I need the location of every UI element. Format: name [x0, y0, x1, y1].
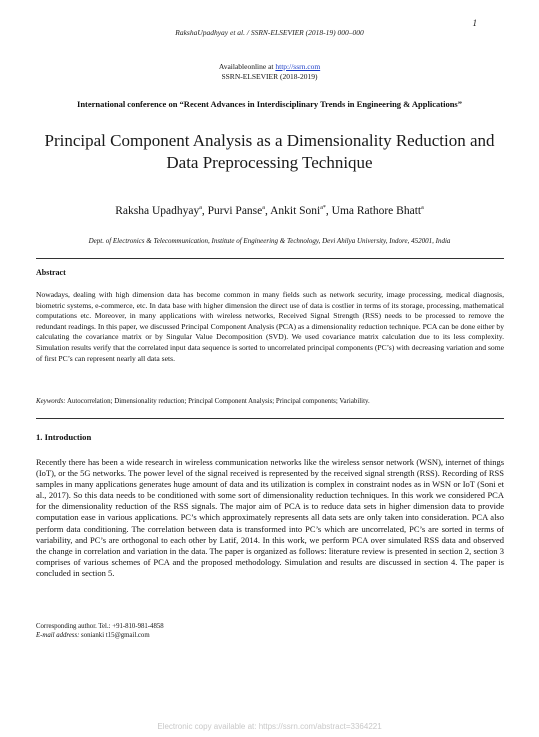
- affiliation: Dept. of Electronics & Telecommunication, Institute of Engineering & Technology, Devi Ahilya University, Indore, 452001, India: [88, 237, 451, 245]
- keywords: [36, 398, 504, 405]
- author-affil-mark: a: [199, 205, 202, 212]
- abstract-heading: Abstract: [36, 268, 66, 277]
- introduction-text: Recently there has been a wide research in wireless communication networks like the wireless sensor network (WSN), internet of things (IoT), or the 5G networks. The power level of the signal received is represented by the received signal strength (RSS). Recording of RSS samples in many applications generates huge amount of data and its utilization is complex in constraint nodes as in WSN or IoT (Soni et al., 2017). So this data needs to be conditioned with some sort of dimensionality reduction techniques. In this work we considered PCA for the dimensionality reduction of the RSS signals. The major aim of PCA is to reduce data sets in higher dimension data to provide computation ease in various applications. PC’s which approximately represents all data sets are only taken into consideration. PCA also perform data conditioning. The correlation between data is transformed into PC’s which are uncorrelated, PC’s are sorted in terms of variability, and PC’s are orthogonal to each other by Latif, 2014. In this work, we perform PCA over simulated RSS data and observed the change in correlation and variation in the data. The paper is organized as follows: literature review is presented in section 2, section 3 comprises of various schemes of PCA and the proposed methodology. Simulation and results are discussed in section 4. The paper is concluded in section 5.: [36, 457, 504, 578]
- author-name: Purvi Panse: [207, 205, 263, 217]
- availability-block: [0, 62, 539, 82]
- divider-bottom: [36, 418, 504, 419]
- running-head: RakshaUpadhyay et al. / SSRN-ELSEVIER (2018-19) 000–000: [175, 28, 364, 37]
- author-affil-mark: a: [262, 205, 265, 212]
- keywords-text: Autocorrelation; Dimensionality reduction; Principal Component Analysis; Principal components; Variability.: [65, 398, 370, 405]
- email-value: sonianki t15@gmail.com: [79, 632, 150, 639]
- author-name: Ankit Soni: [270, 205, 321, 217]
- section-heading-introduction: 1. Introduction: [36, 432, 92, 442]
- keywords-label: Keywords:: [36, 398, 66, 405]
- corresponding-author: Corresponding author. Tel.: +91-810-981-4858: [36, 623, 164, 630]
- author-affil-mark: a*: [320, 205, 326, 212]
- publisher-line: SSRN-ELSEVIER (2018-2019): [221, 72, 318, 81]
- divider-top: [36, 258, 504, 259]
- available-prefix: Availableonline at: [218, 62, 276, 71]
- paper-title: Principal Component Analysis as a Dimensionality Reduction and Data Preprocessing Technique: [44, 131, 495, 172]
- conference-name: International conference on “Recent Advances in Interdisciplinary Trends in Engineering & Applications”: [77, 99, 462, 109]
- page-number: 1: [472, 18, 477, 28]
- footnote: [36, 622, 164, 640]
- email-label: E-mail address:: [36, 632, 80, 639]
- author-affil-mark: a: [421, 205, 424, 212]
- ssrn-watermark: Electronic copy available at: https://ssrn.com/abstract=3364221: [157, 722, 382, 731]
- author-name: Uma Rathore Bhatt: [331, 205, 422, 217]
- abstract-text: Nowadays, dealing with high dimension data has become common in many fields such as network security, image processing, medical diagnosis, biometric systems, e-commerce, etc. In data base with higher dimension the direct use of data is costlier in terms of its storage, processing, mathematical computations etc. Moreover, in many applications with wireless networks, Received Signal Strength (RSS) needs to be processed to remove the redundant readings. In this paper, we discussed Principal Component Analysis (PCA) as a dimensionality reduction technique. PCA can be done either by calculating the covariance matrix or by Singular Value Decomposition (SVD). We used covariance matrix calculation due to its less complexity. Simulation results verify that the correlated input data sequence is sorted to uncorrelated principal components (PC’s) with decreasing variation and some of first PC’s can represent nearly all data sets.: [36, 290, 504, 363]
- author-name: Raksha Upadhyay: [115, 205, 200, 217]
- author-list: Raksha Upadhyay$^a$, Purvi Panse$^a$, Ankit Soni$^{a*}$, Uma Rathore Bhatt$^a$: [115, 205, 424, 217]
- ssrn-link[interactable]: http://ssrn.com: [275, 62, 321, 71]
